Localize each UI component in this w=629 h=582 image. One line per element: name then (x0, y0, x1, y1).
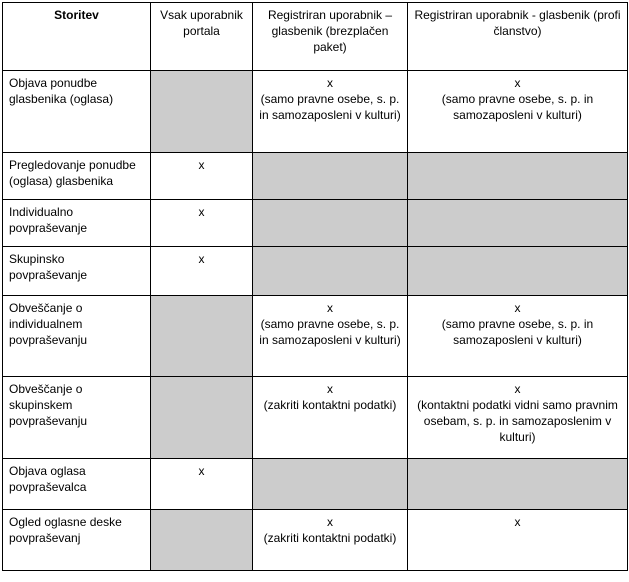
table-row (3, 510, 628, 571)
service-cell: Skupinsko povpraševanje (3, 247, 151, 296)
profi-plan-cell (408, 459, 628, 510)
free-plan-cell (253, 153, 408, 200)
service-cell: Objava oglasa povpraševalca (3, 459, 151, 510)
free-plan-cell (253, 459, 408, 510)
all-users-cell: x (151, 247, 253, 296)
profi-plan-cell: x (samo pravne osebe, s. p. in samozaposleni v kulturi) (408, 71, 628, 153)
service-cell: Ogled oglasne deske povpraševanj (3, 510, 151, 571)
header-vsak-uporabnik: Vsak uporabnik portala (151, 3, 253, 71)
all-users-cell: x (151, 153, 253, 200)
table-row (3, 153, 628, 200)
header-storitev: Storitev (3, 3, 151, 71)
service-cell: Objava ponudbe glasbenika (oglasa) (3, 71, 151, 153)
all-users-cell (151, 71, 253, 153)
table-row (3, 459, 628, 510)
header-profi-clanstvo: Registriran uporabnik - glasbenik (profi članstvo) (408, 3, 628, 71)
free-plan-cell (253, 247, 408, 296)
all-users-cell (151, 377, 253, 459)
table-row (3, 247, 628, 296)
free-plan-cell: x (samo pravne osebe, s. p. in samozaposleni v kulturi) (253, 296, 408, 377)
all-users-cell (151, 296, 253, 377)
service-cell: Obveščanje o skupinskem povpraševanju (3, 377, 151, 459)
all-users-cell: x (151, 200, 253, 247)
profi-plan-cell (408, 247, 628, 296)
services-table (2, 2, 628, 571)
service-cell: Pregledovanje ponudbe (oglasa) glasbenika (3, 153, 151, 200)
free-plan-cell (253, 200, 408, 247)
profi-plan-cell: x (samo pravne osebe, s. p. in samozaposleni v kulturi) (408, 296, 628, 377)
table-row (3, 377, 628, 459)
profi-plan-cell (408, 200, 628, 247)
header-brezplacen-paket: Registriran uporabnik – glasbenik (brezplačen paket) (253, 3, 408, 71)
header-row (3, 3, 628, 71)
all-users-cell (151, 510, 253, 571)
table-row (3, 296, 628, 377)
free-plan-cell: x (zakriti kontaktni podatki) (253, 377, 408, 459)
profi-plan-cell: x (408, 510, 628, 571)
table-row (3, 200, 628, 247)
profi-plan-cell (408, 153, 628, 200)
profi-plan-cell: x (kontaktni podatki vidni samo pravnim osebam, s. p. in samozaposlenim v kulturi) (408, 377, 628, 459)
free-plan-cell: x (zakriti kontaktni podatki) (253, 510, 408, 571)
table-row (3, 71, 628, 153)
free-plan-cell: x (samo pravne osebe, s. p. in samozaposleni v kulturi) (253, 71, 408, 153)
service-cell: Individualno povpraševanje (3, 200, 151, 247)
all-users-cell: x (151, 459, 253, 510)
service-cell: Obveščanje o individualnem povpraševanju (3, 296, 151, 377)
